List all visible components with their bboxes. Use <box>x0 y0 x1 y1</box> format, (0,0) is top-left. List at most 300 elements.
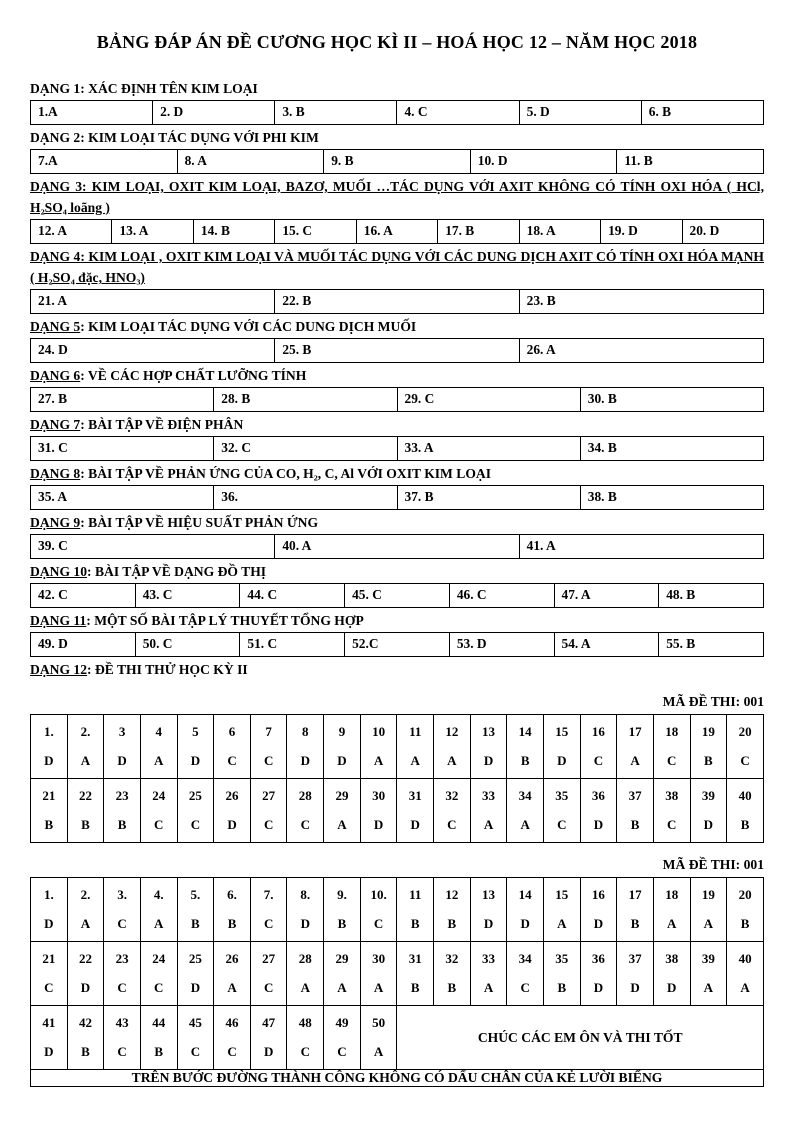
grid-answer-cell <box>287 779 324 843</box>
grid-answer-cell <box>727 942 764 1006</box>
answer-row-table <box>30 632 764 657</box>
question-number: 40 <box>738 788 752 804</box>
question-number: 1. <box>43 724 54 740</box>
grid-answer-cell <box>653 878 690 942</box>
answer-letter: C <box>520 980 530 996</box>
answer-letter: A <box>630 753 640 769</box>
grid-answer-cell <box>214 878 251 942</box>
question-number: 17 <box>628 724 642 740</box>
question-number: 8. <box>300 887 311 903</box>
answer-letter: A <box>447 753 457 769</box>
answer-letter: D <box>483 753 494 769</box>
grid-answer-cell <box>397 878 434 942</box>
answer-cell: 4. C <box>397 100 519 124</box>
answer-letter: A <box>227 980 237 996</box>
grid-answer-cell <box>543 878 580 942</box>
answer-letter: A <box>667 916 677 932</box>
answer-cell: 20. D <box>682 219 764 243</box>
answer-letter: B <box>704 753 713 769</box>
answer-letter: C <box>300 1044 310 1060</box>
question-number: 37 <box>628 951 642 967</box>
question-number: 13 <box>482 724 495 740</box>
answer-cell: 9. B <box>324 149 471 173</box>
answer-letter: C <box>667 753 677 769</box>
grid-answer-cell <box>360 779 397 843</box>
grid-answer-cell <box>214 1006 251 1070</box>
answer-cell: 32. C <box>214 437 397 461</box>
answer-letter: C <box>190 817 201 833</box>
exam-code-label-1: MÃ ĐỀ THI: 001 <box>662 694 764 710</box>
answer-cell: 35. A <box>31 486 214 510</box>
grid-answer-cell <box>397 942 434 1006</box>
question-number: 21 <box>42 951 56 967</box>
answer-cell: 2. D <box>153 100 275 124</box>
question-number: 46 <box>225 1015 239 1031</box>
section-heading <box>30 78 764 99</box>
answer-letter: A <box>703 980 714 996</box>
grid-answer-cell <box>507 779 544 843</box>
answer-cell: 36. <box>214 486 397 510</box>
grid-answer-cell <box>31 779 68 843</box>
section-label: DẠNG 6 <box>30 368 81 384</box>
answer-letter: C <box>447 817 457 833</box>
question-number: 40 <box>738 951 752 967</box>
grid-answer-cell <box>653 715 690 779</box>
section-heading <box>30 246 764 288</box>
section-label: DẠNG 8 <box>30 466 81 482</box>
answer-letter: B <box>740 916 750 932</box>
question-number: 16 <box>591 887 605 903</box>
grid-answer-cell <box>31 1006 68 1070</box>
answer-letter: B <box>337 916 347 932</box>
question-number: 43 <box>115 1015 129 1031</box>
section-title: : KIM LOẠI TÁC DỤNG VỚI CÁC DUNG DỊCH MUỐI <box>80 318 417 334</box>
answer-row-table <box>30 485 764 510</box>
answer-cell: 46. C <box>449 584 554 608</box>
grid-answer-cell <box>324 715 361 779</box>
grid-answer-cell <box>617 779 654 843</box>
section-label: DẠNG 3 <box>30 178 82 194</box>
answer-letter: B <box>81 1044 90 1060</box>
question-number: 50 <box>372 1015 386 1031</box>
answer-letter: C <box>44 980 54 996</box>
answer-grid-table-2 <box>30 877 764 1087</box>
answer-grid-table-1 <box>30 714 764 843</box>
grid-answer-cell <box>104 942 141 1006</box>
answer-cell: 30. B <box>580 388 763 412</box>
grid-answer-cell <box>177 779 214 843</box>
grid-answer-cell <box>177 715 214 779</box>
answer-letter: B <box>447 916 457 932</box>
answer-cell: 16. A <box>356 219 437 243</box>
answer-letter: A <box>520 817 530 833</box>
answer-cell: 29. C <box>397 388 580 412</box>
answer-letter: C <box>263 817 274 833</box>
answer-cell: 45. C <box>345 584 450 608</box>
answer-letter: D <box>593 980 604 996</box>
question-number: 30 <box>372 951 386 967</box>
grid-answer-cell <box>214 715 251 779</box>
grid-answer-cell <box>324 1006 361 1070</box>
question-number: 29 <box>335 951 349 967</box>
section-title: : BÀI TẬP VỀ ĐIỆN PHÂN <box>80 417 244 433</box>
grid-answer-cell <box>360 715 397 779</box>
section-title: : BÀI TẬP VỀ HIỆU SUẤT PHẢN ỨNG <box>80 515 319 531</box>
grid-answer-cell <box>177 942 214 1006</box>
question-number: 17 <box>628 887 642 903</box>
question-number: 8 <box>302 724 309 740</box>
answer-row-table <box>30 583 764 608</box>
answer-letter: A <box>154 753 164 769</box>
section-heading <box>30 463 764 484</box>
question-number: 48 <box>298 1015 312 1031</box>
answer-sections <box>30 78 764 681</box>
section-heading <box>30 127 764 148</box>
grid-answer-cell <box>507 942 544 1006</box>
grid-answer-cell <box>360 1006 397 1070</box>
question-number: 24 <box>152 788 166 804</box>
question-number: 44 <box>152 1015 166 1031</box>
answer-letter: D <box>190 753 201 769</box>
question-number: 27 <box>262 788 276 804</box>
answer-row-table <box>30 436 764 461</box>
grid-answer-cell <box>67 1006 104 1070</box>
answer-letter: A <box>300 980 310 996</box>
answer-cell: 25. B <box>275 339 519 363</box>
grid-answer-cell <box>67 779 104 843</box>
answer-letter: C <box>300 817 310 833</box>
grid-answer-cell <box>287 878 324 942</box>
grid-answer-cell <box>617 715 654 779</box>
grid-answer-cell <box>580 715 617 779</box>
question-number: 28 <box>298 788 312 804</box>
question-number: 37 <box>628 788 642 804</box>
answer-letter: A <box>80 753 91 769</box>
section-label: DẠNG 10 <box>30 564 88 580</box>
question-number: 14 <box>518 887 532 903</box>
answer-letter: C <box>227 1044 237 1060</box>
answer-letter: D <box>300 753 310 769</box>
section-title: : XÁC ĐỊNH TÊN KIM LOẠI <box>80 80 258 96</box>
answer-row-table <box>30 219 764 244</box>
section-title: : BÀI TẬP VỀ PHẢN ỨNG CỦA CO, H₂, C, Al VỚI OXIT KIM LOẠI <box>80 466 492 482</box>
question-number: 22 <box>78 951 92 967</box>
question-number: 12 <box>445 724 459 740</box>
question-number: 1. <box>43 887 54 903</box>
question-number: 10 <box>372 724 386 740</box>
grid-answer-cell <box>31 715 68 779</box>
question-number: 19 <box>701 724 715 740</box>
answer-letter: A <box>373 1044 384 1060</box>
answer-letter: C <box>373 916 384 932</box>
answer-cell: 12. A <box>31 219 112 243</box>
answer-cell: 22. B <box>275 289 519 313</box>
exam-code-label-2: MÃ ĐỀ THI: 001 <box>662 857 764 873</box>
section-label: DẠNG 11 <box>30 613 87 629</box>
question-number: 15 <box>555 887 569 903</box>
answer-letter: C <box>740 753 750 769</box>
answer-cell: 5. D <box>519 100 641 124</box>
question-number: 25 <box>188 951 202 967</box>
section-heading <box>30 659 764 680</box>
grid-answer-cell <box>287 942 324 1006</box>
answer-letter: C <box>337 1044 347 1060</box>
answer-letter: B <box>630 817 640 833</box>
answer-cell: 50. C <box>135 633 240 657</box>
answer-letter: A <box>483 817 494 833</box>
answer-cell: 18. A <box>519 219 600 243</box>
question-number: 5. <box>190 887 201 903</box>
question-number: 18 <box>665 887 679 903</box>
answer-letter: D <box>520 916 530 932</box>
page-title: BẢNG ĐÁP ÁN ĐỀ CƯƠNG HỌC KÌ II – HOÁ HỌC 12 – NĂM HỌC 2018 <box>96 32 698 52</box>
answer-letter: A <box>337 817 347 833</box>
answer-letter: D <box>410 817 420 833</box>
question-number: 4. <box>153 887 164 903</box>
grid-answer-cell <box>287 715 324 779</box>
section-title: : ĐỀ THI THỬ HỌC KỲ II <box>87 662 248 678</box>
answer-letter: C <box>593 753 604 769</box>
question-number: 25 <box>188 788 202 804</box>
answer-row-table <box>30 387 764 412</box>
answer-letter: B <box>81 817 90 833</box>
grid-answer-cell <box>104 878 141 942</box>
answer-row-table <box>30 289 764 314</box>
grid-answer-cell <box>434 878 471 942</box>
answer-letter: C <box>557 817 567 833</box>
answer-letter: A <box>337 980 347 996</box>
answer-letter: A <box>154 916 164 932</box>
section-label: DẠNG 12 <box>30 662 88 678</box>
section-label: DẠNG 4 <box>30 248 81 264</box>
answer-cell: 27. B <box>31 388 214 412</box>
answer-letter: B <box>447 980 457 996</box>
grid-answer-cell <box>360 878 397 942</box>
answer-letter: B <box>44 817 54 833</box>
answer-letter: C <box>154 817 164 833</box>
section-heading <box>30 561 764 582</box>
question-number: 28 <box>298 951 312 967</box>
question-number: 33 <box>482 951 495 967</box>
grid-answer-cell <box>67 715 104 779</box>
question-number: 33 <box>482 788 495 804</box>
question-number: 30 <box>372 788 386 804</box>
grid-answer-cell <box>543 942 580 1006</box>
grid-answer-cell <box>140 1006 177 1070</box>
question-number: 4 <box>155 724 162 740</box>
answer-letter: D <box>667 980 677 996</box>
section-heading <box>30 512 764 533</box>
grid-answer-cell <box>690 779 727 843</box>
grid-answer-cell <box>543 715 580 779</box>
answer-cell: 42. C <box>31 584 136 608</box>
question-number: 2. <box>80 724 91 740</box>
grid-answer-cell <box>104 715 141 779</box>
grid-answer-cell <box>507 878 544 942</box>
answer-letter: C <box>667 817 677 833</box>
answer-cell: 39. C <box>31 535 275 559</box>
question-number: 47 <box>262 1015 276 1031</box>
answer-letter: D <box>117 753 127 769</box>
answer-cell: 44. C <box>240 584 345 608</box>
question-number: 19 <box>701 887 715 903</box>
grid-answer-cell <box>690 942 727 1006</box>
grid-answer-cell <box>140 715 177 779</box>
footer-quote: TRÊN BƯỚC ĐƯỜNG THÀNH CÔNG KHÔNG CÓ DẤU CHÂN CỦA KẺ LƯỜI BIẾNG <box>31 1070 764 1087</box>
question-number: 11 <box>409 724 422 740</box>
answer-letter: C <box>117 1044 127 1060</box>
answer-cell: 21. A <box>31 289 275 313</box>
grid-answer-cell <box>434 942 471 1006</box>
answer-letter: A <box>740 980 750 996</box>
answer-cell: 48. B <box>659 584 764 608</box>
answer-cell: 23. B <box>519 289 763 313</box>
answer-cell: 33. A <box>397 437 580 461</box>
grid-answer-cell <box>507 715 544 779</box>
answer-cell: 37. B <box>397 486 580 510</box>
section-title: : KIM LOẠI, OXIT KIM LOẠI, BAZƠ, MUỐI …TÁC DỤNG VỚI AXIT KHÔNG CÓ TÍNH OXI HÓA ( HCl, H₂SO₄ loãng ) <box>30 178 764 215</box>
grid-answer-cell <box>653 942 690 1006</box>
grid-answer-cell <box>104 1006 141 1070</box>
question-number: 14 <box>518 724 532 740</box>
question-number: 31 <box>408 788 422 804</box>
grid-answer-cell <box>250 779 287 843</box>
section-label: DẠNG 7 <box>30 417 81 433</box>
answer-letter: D <box>593 817 604 833</box>
answer-letter: D <box>44 916 54 932</box>
question-number: 38 <box>665 951 679 967</box>
answer-letter: C <box>117 916 127 932</box>
grid-answer-cell <box>653 779 690 843</box>
grid-answer-cell <box>67 942 104 1006</box>
section-heading <box>30 414 764 435</box>
answer-letter: D <box>337 753 347 769</box>
answer-cell: 28. B <box>214 388 397 412</box>
question-number: 3 <box>118 724 126 740</box>
answer-cell: 7.A <box>31 149 178 173</box>
grid-answer-cell <box>324 878 361 942</box>
grid-answer-cell <box>617 942 654 1006</box>
grid-answer-cell <box>177 878 214 942</box>
question-number: 34 <box>518 788 532 804</box>
grid-answer-cell <box>67 878 104 942</box>
question-number: 21 <box>42 788 56 804</box>
grid-answer-cell <box>31 942 68 1006</box>
answer-letter: B <box>227 916 237 932</box>
grid-answer-cell <box>470 878 507 942</box>
answer-letter: A <box>483 980 494 996</box>
answer-cell: 52.C <box>345 633 450 657</box>
answer-cell: 53. D <box>449 633 554 657</box>
grid-answer-cell <box>690 715 727 779</box>
answer-cell: 49. D <box>31 633 136 657</box>
answer-cell: 15. C <box>275 219 356 243</box>
answer-letter: D <box>483 916 494 932</box>
answer-row-table <box>30 149 764 174</box>
section-title: : VỀ CÁC HỢP CHẤT LƯỠNG TÍNH <box>80 368 307 384</box>
grid-answer-cell <box>727 715 764 779</box>
answer-letter: B <box>410 980 420 996</box>
section-heading <box>30 316 764 337</box>
answer-letter: D <box>44 753 54 769</box>
grid-answer-cell <box>214 779 251 843</box>
answer-letter: B <box>191 916 200 932</box>
good-luck-note: CHÚC CÁC EM ÔN VÀ THI TỐT <box>397 1006 764 1070</box>
grid-answer-cell <box>250 715 287 779</box>
question-number: 35 <box>555 788 569 804</box>
grid-answer-cell <box>727 878 764 942</box>
answer-cell: 43. C <box>135 584 240 608</box>
answer-letter: D <box>373 817 384 833</box>
grid-answer-cell <box>617 878 654 942</box>
answer-letter: D <box>190 980 201 996</box>
grid-answer-cell <box>324 779 361 843</box>
grid-answer-cell <box>140 779 177 843</box>
section-title: : KIM LOẠI , OXIT KIM LOẠI VÀ MUỐI TÁC DỤNG VỚI CÁC DUNG DỊCH AXIT CÓ TÍNH OXI HÓA MẠNH ( H₂SO₄ đặc, HNO₃) <box>30 248 764 285</box>
answer-letter: B <box>117 817 127 833</box>
question-number: 34 <box>518 951 532 967</box>
answer-cell: 11. B <box>617 149 764 173</box>
answer-letter: D <box>263 1044 274 1060</box>
section-title: : BÀI TẬP VỀ DẠNG ĐỒ THỊ <box>87 564 267 580</box>
grid-answer-cell <box>470 715 507 779</box>
grid-answer-cell <box>324 942 361 1006</box>
answer-letter: D <box>44 1044 54 1060</box>
question-number: 29 <box>335 788 349 804</box>
question-number: 32 <box>445 951 459 967</box>
grid-answer-cell <box>31 878 68 942</box>
grid-answer-cell <box>250 1006 287 1070</box>
answer-letter: B <box>520 753 530 769</box>
answer-letter: B <box>630 916 640 932</box>
question-number: 2. <box>80 887 91 903</box>
grid-answer-cell <box>177 1006 214 1070</box>
section-heading <box>30 176 764 218</box>
question-number: 16 <box>591 724 605 740</box>
question-number: 24 <box>152 951 166 967</box>
question-number: 15 <box>555 724 569 740</box>
answer-cell: 51. C <box>240 633 345 657</box>
answer-letter: A <box>703 916 714 932</box>
question-number: 26 <box>225 951 239 967</box>
grid-answer-cell <box>250 942 287 1006</box>
question-number: 11 <box>409 887 422 903</box>
answer-cell: 1.A <box>31 100 153 124</box>
grid-answer-cell <box>580 779 617 843</box>
answer-letter: B <box>154 1044 164 1060</box>
answer-letter: A <box>373 753 384 769</box>
answer-cell: 34. B <box>580 437 763 461</box>
answer-row-table <box>30 534 764 559</box>
question-number: 49 <box>335 1015 349 1031</box>
question-number: 31 <box>408 951 422 967</box>
grid-answer-cell <box>250 878 287 942</box>
question-number: 35 <box>555 951 569 967</box>
answer-cell: 26. A <box>519 339 763 363</box>
answer-letter: D <box>227 817 237 833</box>
question-number: 9. <box>337 887 347 903</box>
grid-answer-cell <box>397 779 434 843</box>
question-number: 23 <box>115 951 129 967</box>
question-number: 13 <box>482 887 495 903</box>
question-number: 18 <box>665 724 679 740</box>
answer-cell: 54. A <box>554 633 659 657</box>
question-number: 36 <box>591 788 605 804</box>
grid-answer-cell <box>470 942 507 1006</box>
answer-row-table <box>30 338 764 363</box>
question-number: 12 <box>445 887 459 903</box>
answer-cell: 41. A <box>519 535 763 559</box>
